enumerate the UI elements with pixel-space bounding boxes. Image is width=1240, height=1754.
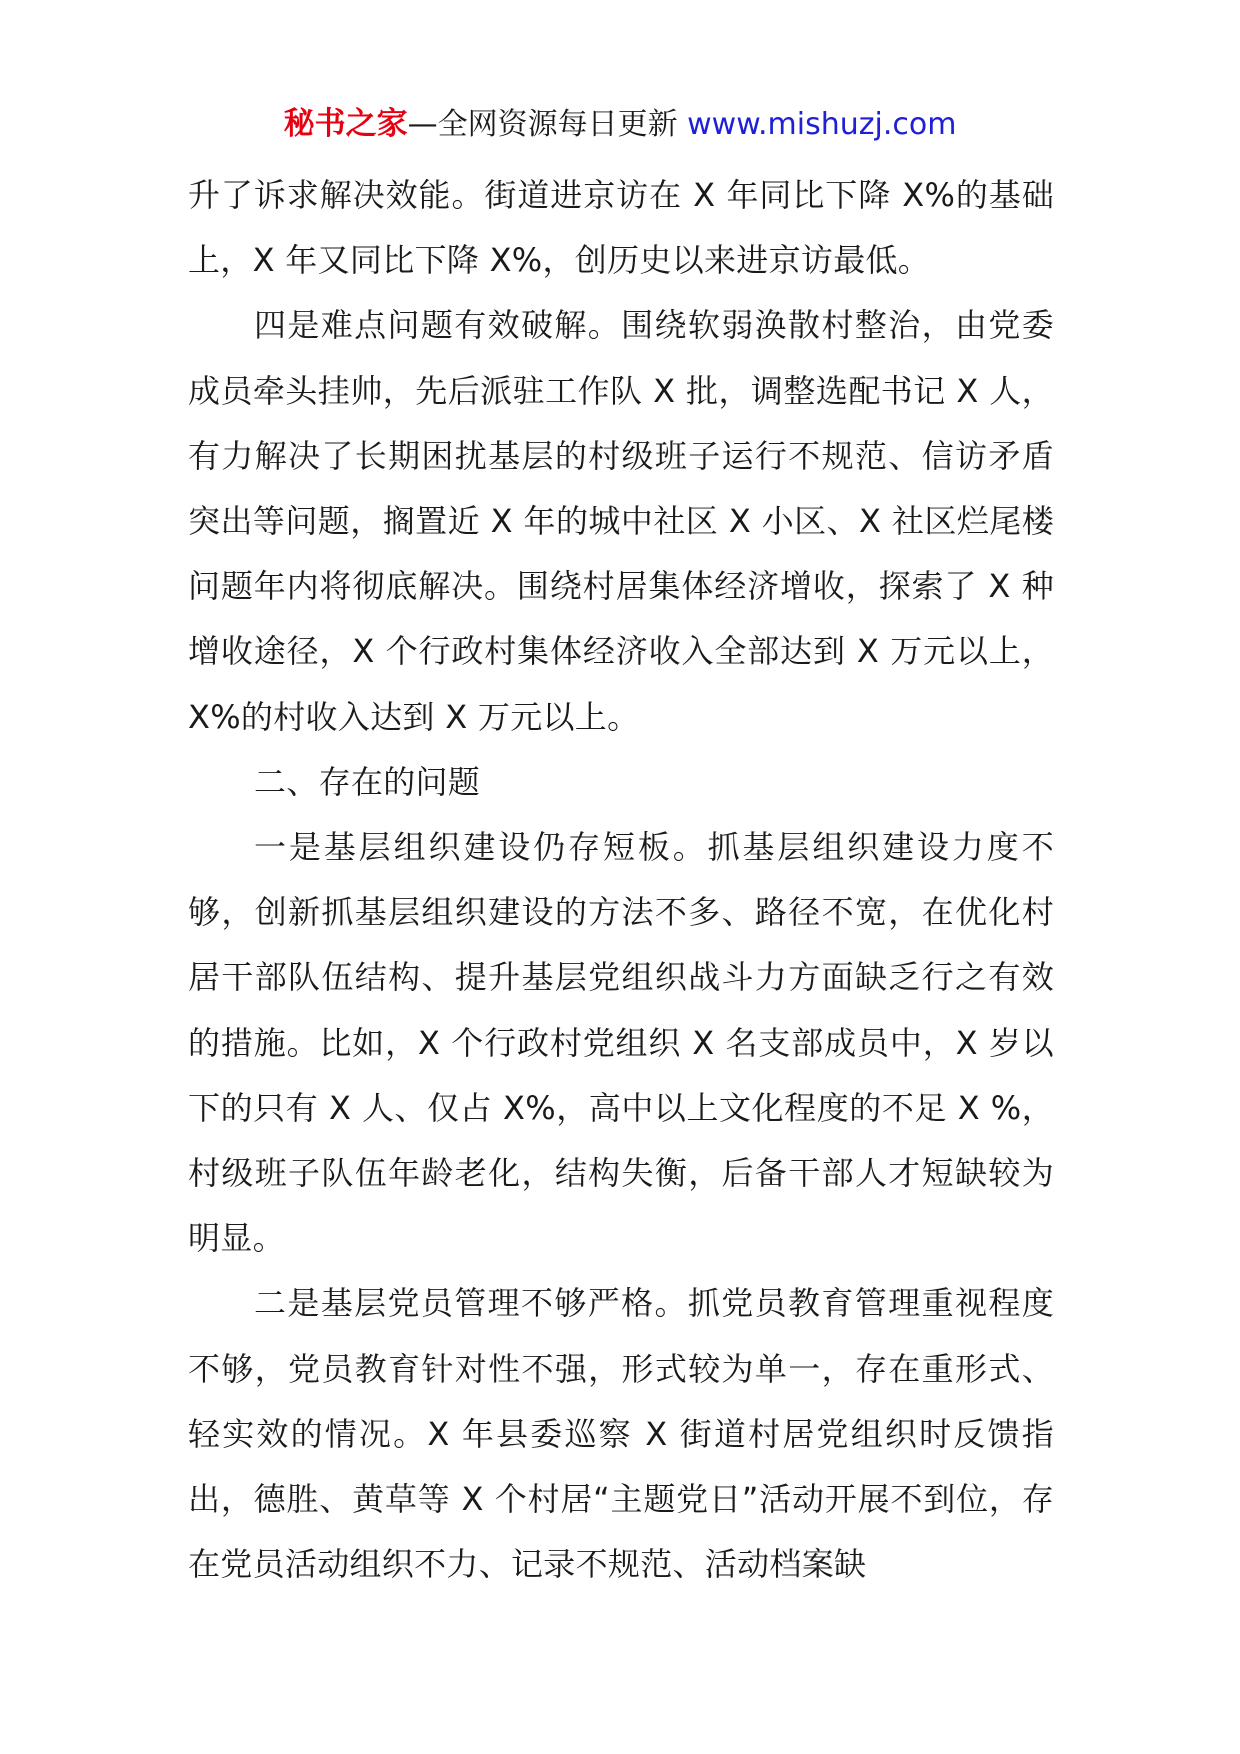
website-link[interactable]: www.mishuzj.com xyxy=(687,107,957,142)
section-heading-problems: 二、存在的问题 xyxy=(254,762,481,801)
document-body xyxy=(188,163,1054,1597)
header-slogan: —全网资源每日更新 xyxy=(407,107,678,142)
paragraph-problem-two: 二是基层党员管理不够严格。抓党员教育管理重视程度不够，党员教育针对性不强，形式较为单一，存在重形式、轻实效的情况。X 年县委巡察 X 街道村居党组织时反馈指出，德胜、黄草等 X 个村居“主题党日”活动开展不到位，存在党员活动组织不力、记录不规范、活动档案缺 xyxy=(188,1284,1054,1584)
page-header xyxy=(0,102,1240,147)
brand-name: 秘书之家 xyxy=(283,106,408,142)
paragraph-continuation: 升了诉求解决效能。街道进京访在 X 年同比下降 X%的基础上，X 年又同比下降 X%，创历史以来进京访最低。 xyxy=(188,176,1054,280)
paragraph-problem-one: 一是基层组织建设仍存短板。抓基层组织建设力度不够，创新抓基层组织建设的方法不多、路径不宽，在优化村居干部队伍结构、提升基层党组织战斗力方面缺乏行之有效的措施。比如，X 个行政村党组织 X 名支部成员中，X 岁以下的只有 X 人、仅占 X%，高中以上文化程度的不足 X %，村级班子队伍年龄老化，结构失衡，后备干部人才短缺较为明显。 xyxy=(188,828,1054,1258)
paragraph-point-four: 四是难点问题有效破解。围绕软弱涣散村整治，由党委成员牵头挂帅，先后派驻工作队 X 批，调整选配书记 X 人，有力解决了长期困扰基层的村级班子运行不规范、信访矛盾突出等问题，搁置近 X 年的城中社区 X 小区、X 社区烂尾楼问题年内将彻底解决。围绕村居集体经济增收，探索了 X 种增收途径，X 个行政村集体经济收入全部达到 X 万元以上，X%的村收入达到 X 万元以上。 xyxy=(188,306,1054,736)
